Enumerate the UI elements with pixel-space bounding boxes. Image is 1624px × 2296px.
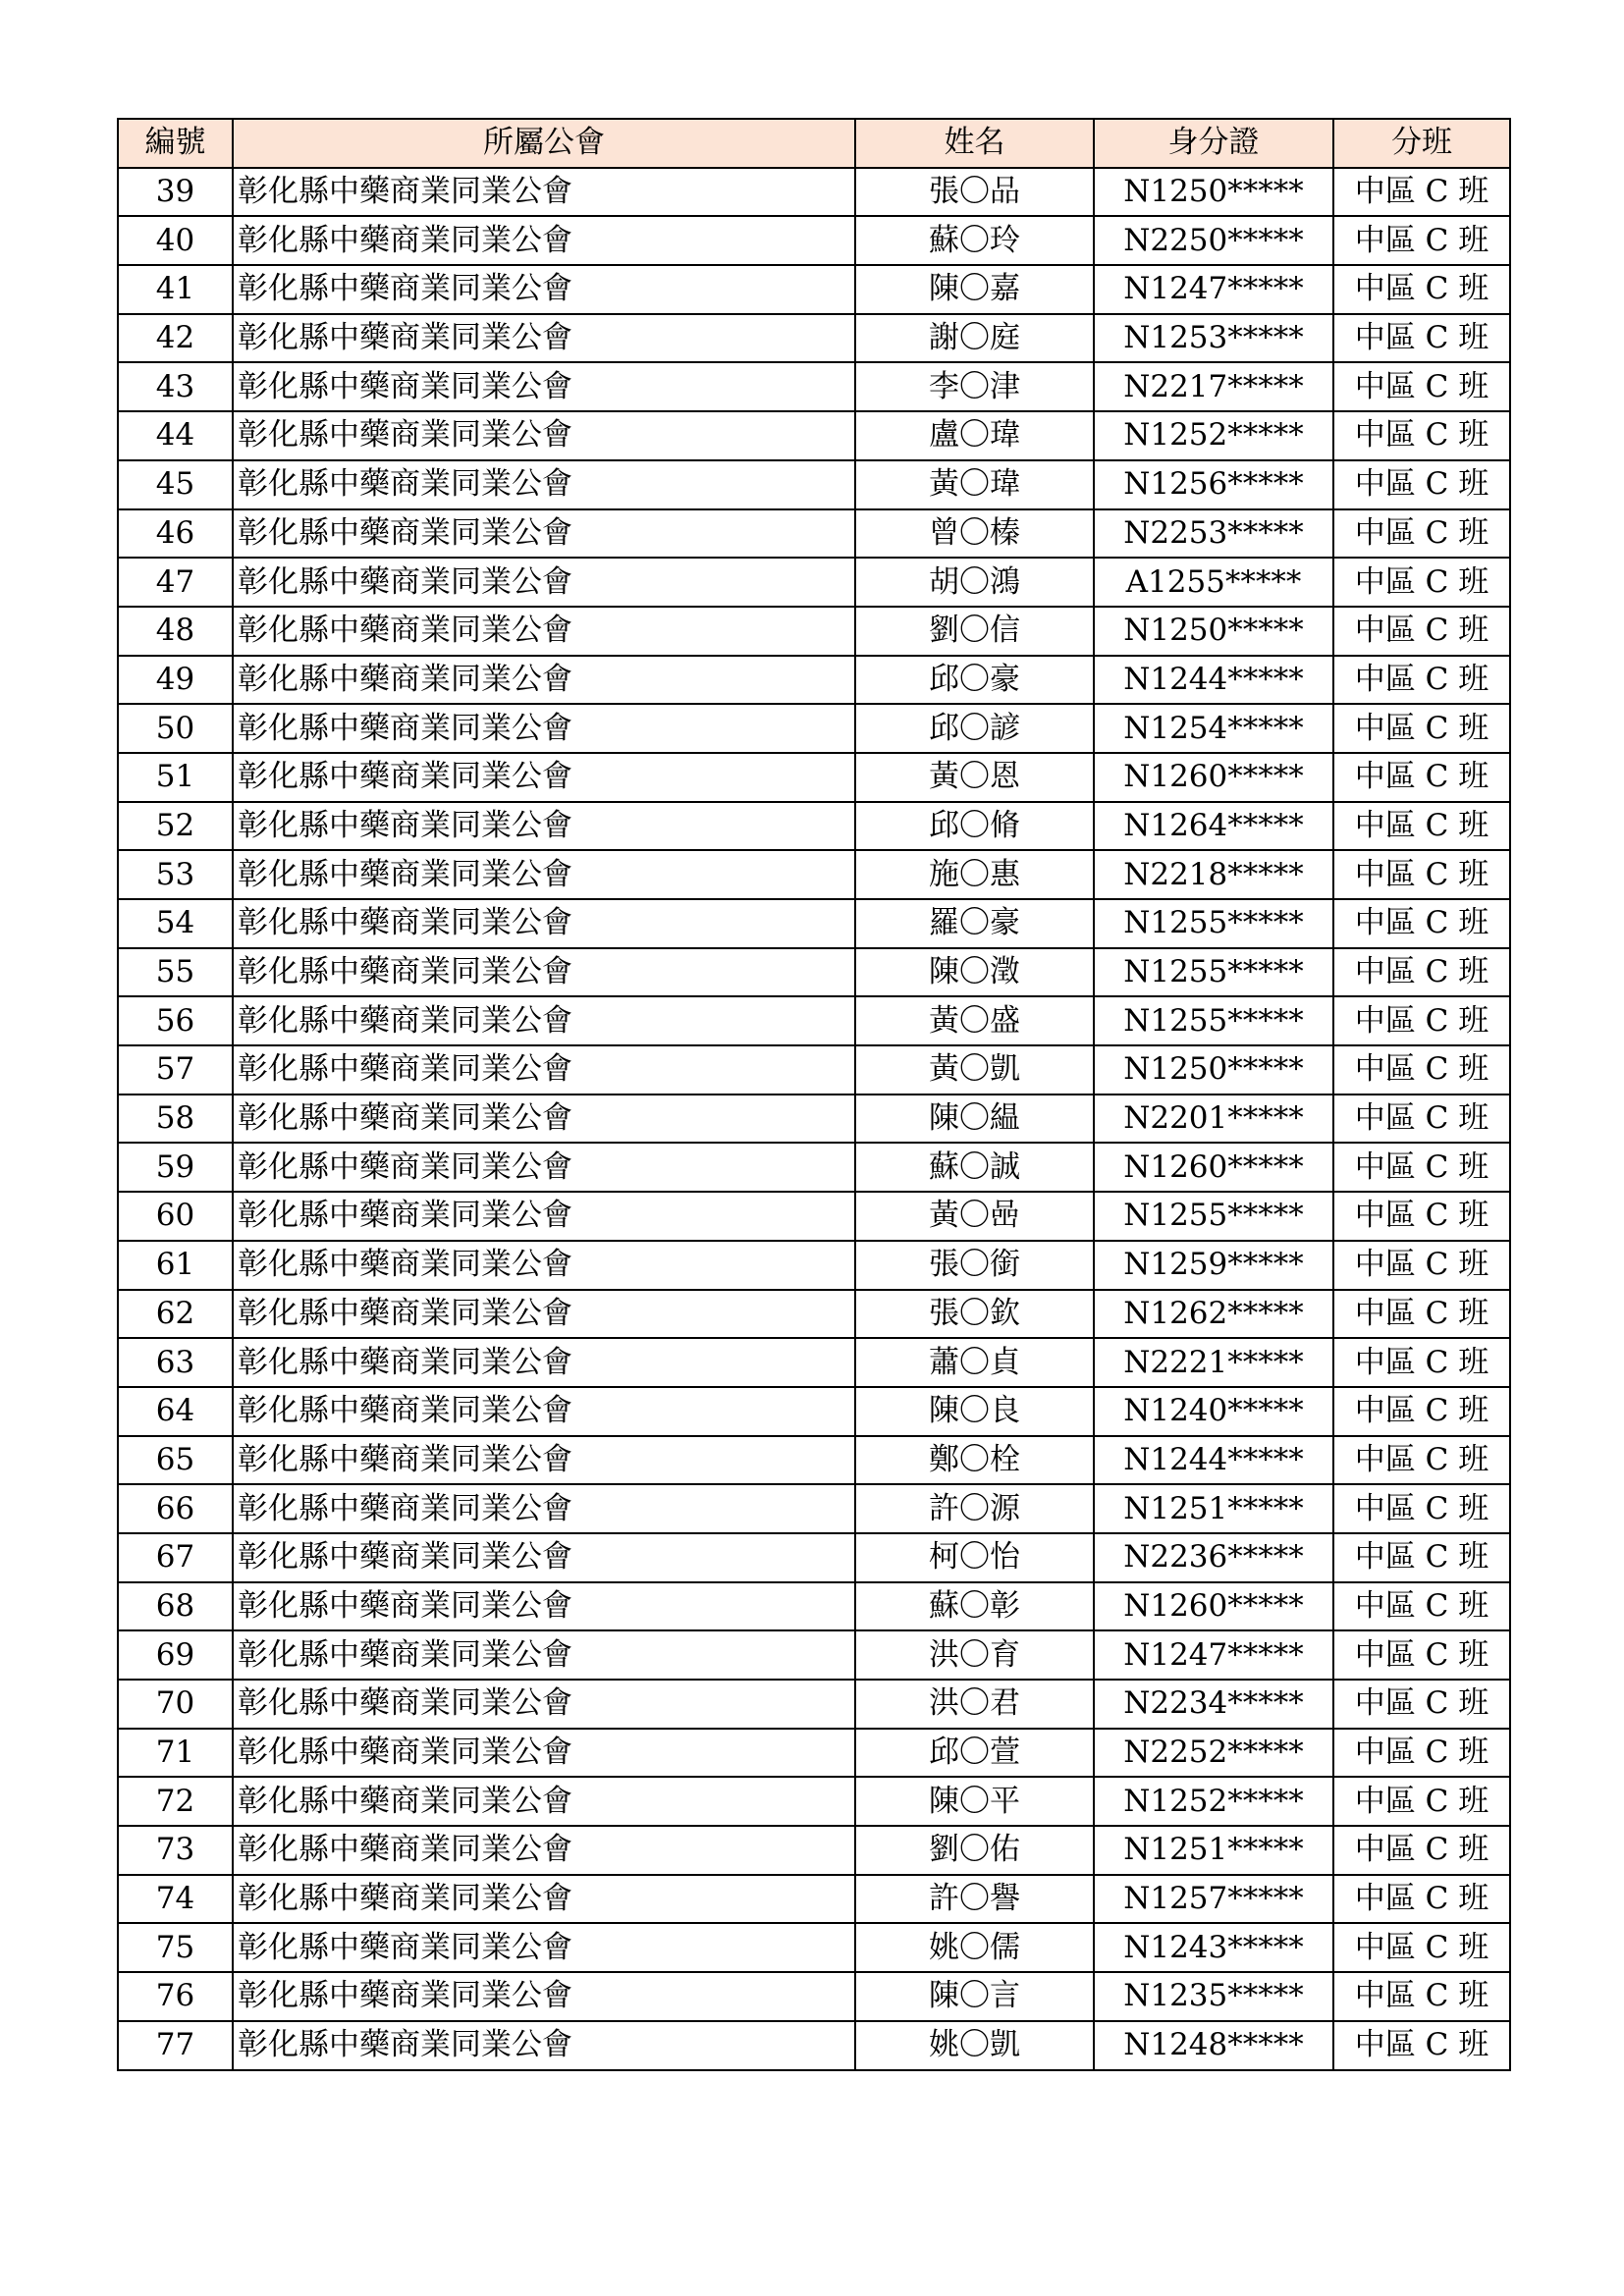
cell-name: 陳〇良: [855, 1387, 1094, 1436]
table-row: [118, 1045, 1510, 1095]
cell-id-number: N1255*****: [1094, 899, 1333, 948]
cell-class: 中區 C 班: [1333, 1192, 1510, 1241]
cell-number: 74: [118, 1875, 233, 1924]
cell-class: 中區 C 班: [1333, 558, 1510, 607]
table-row: [118, 509, 1510, 559]
cell-id-number: N1251*****: [1094, 1826, 1333, 1875]
table-body: [118, 168, 1510, 2070]
cell-name: 曾〇榛: [855, 509, 1094, 559]
table-row: [118, 656, 1510, 705]
cell-id-number: N1240*****: [1094, 1387, 1333, 1436]
table-row: [118, 1923, 1510, 1972]
cell-class: 中區 C 班: [1333, 1533, 1510, 1582]
cell-association: 彰化縣中藥商業同業公會: [233, 1582, 855, 1631]
table-row: [118, 1582, 1510, 1631]
cell-number: 54: [118, 899, 233, 948]
cell-class: 中區 C 班: [1333, 216, 1510, 265]
cell-number: 72: [118, 1777, 233, 1826]
cell-association: 彰化縣中藥商業同業公會: [233, 1143, 855, 1192]
cell-name: 黃〇凱: [855, 1045, 1094, 1095]
cell-association: 彰化縣中藥商業同業公會: [233, 1630, 855, 1680]
cell-number: 64: [118, 1387, 233, 1436]
cell-class: 中區 C 班: [1333, 1143, 1510, 1192]
cell-association: 彰化縣中藥商業同業公會: [233, 265, 855, 314]
cell-number: 39: [118, 168, 233, 217]
cell-name: 劉〇信: [855, 607, 1094, 656]
header-id-number: 身分證: [1094, 119, 1333, 168]
cell-class: 中區 C 班: [1333, 996, 1510, 1045]
table-row: [118, 1290, 1510, 1339]
table-row: [118, 1436, 1510, 1485]
cell-number: 40: [118, 216, 233, 265]
table-row: [118, 704, 1510, 753]
cell-class: 中區 C 班: [1333, 1290, 1510, 1339]
cell-id-number: N2217*****: [1094, 362, 1333, 411]
cell-id-number: N2221*****: [1094, 1338, 1333, 1387]
table-row: [118, 168, 1510, 217]
cell-id-number: N2250*****: [1094, 216, 1333, 265]
cell-association: 彰化縣中藥商業同業公會: [233, 753, 855, 802]
cell-name: 張〇欽: [855, 1290, 1094, 1339]
cell-id-number: N2236*****: [1094, 1533, 1333, 1582]
cell-class: 中區 C 班: [1333, 656, 1510, 705]
cell-number: 62: [118, 1290, 233, 1339]
cell-class: 中區 C 班: [1333, 1729, 1510, 1778]
cell-name: 洪〇君: [855, 1680, 1094, 1729]
cell-association: 彰化縣中藥商業同業公會: [233, 850, 855, 899]
cell-class: 中區 C 班: [1333, 753, 1510, 802]
cell-number: 69: [118, 1630, 233, 1680]
cell-class: 中區 C 班: [1333, 1095, 1510, 1144]
cell-class: 中區 C 班: [1333, 1484, 1510, 1533]
cell-name: 洪〇育: [855, 1630, 1094, 1680]
cell-id-number: N1250*****: [1094, 1045, 1333, 1095]
cell-class: 中區 C 班: [1333, 802, 1510, 851]
cell-name: 陳〇緼: [855, 1095, 1094, 1144]
table-row: [118, 1777, 1510, 1826]
cell-number: 77: [118, 2021, 233, 2070]
table-row: [118, 948, 1510, 997]
cell-id-number: N1256*****: [1094, 460, 1333, 509]
cell-number: 66: [118, 1484, 233, 1533]
cell-association: 彰化縣中藥商業同業公會: [233, 460, 855, 509]
cell-number: 44: [118, 411, 233, 460]
cell-association: 彰化縣中藥商業同業公會: [233, 656, 855, 705]
cell-id-number: N2252*****: [1094, 1729, 1333, 1778]
table-row: [118, 1241, 1510, 1290]
cell-id-number: N1235*****: [1094, 1972, 1333, 2021]
cell-association: 彰化縣中藥商業同業公會: [233, 1338, 855, 1387]
cell-id-number: N1244*****: [1094, 1436, 1333, 1485]
header-name: 姓名: [855, 119, 1094, 168]
cell-number: 43: [118, 362, 233, 411]
cell-association: 彰化縣中藥商業同業公會: [233, 1972, 855, 2021]
cell-class: 中區 C 班: [1333, 1045, 1510, 1095]
cell-class: 中區 C 班: [1333, 2021, 1510, 2070]
cell-association: 彰化縣中藥商業同業公會: [233, 1533, 855, 1582]
cell-class: 中區 C 班: [1333, 168, 1510, 217]
cell-class: 中區 C 班: [1333, 1582, 1510, 1631]
cell-class: 中區 C 班: [1333, 1923, 1510, 1972]
cell-name: 柯〇怡: [855, 1533, 1094, 1582]
cell-id-number: N1255*****: [1094, 948, 1333, 997]
cell-number: 61: [118, 1241, 233, 1290]
cell-class: 中區 C 班: [1333, 265, 1510, 314]
cell-number: 71: [118, 1729, 233, 1778]
cell-class: 中區 C 班: [1333, 362, 1510, 411]
cell-number: 45: [118, 460, 233, 509]
cell-id-number: N1250*****: [1094, 607, 1333, 656]
cell-association: 彰化縣中藥商業同業公會: [233, 168, 855, 217]
table-row: [118, 1875, 1510, 1924]
cell-association: 彰化縣中藥商業同業公會: [233, 996, 855, 1045]
cell-id-number: N2234*****: [1094, 1680, 1333, 1729]
header-number: 編號: [118, 119, 233, 168]
cell-association: 彰化縣中藥商業同業公會: [233, 1680, 855, 1729]
cell-association: 彰化縣中藥商業同業公會: [233, 1241, 855, 1290]
cell-class: 中區 C 班: [1333, 509, 1510, 559]
cell-association: 彰化縣中藥商業同業公會: [233, 1923, 855, 1972]
cell-id-number: N1260*****: [1094, 1143, 1333, 1192]
cell-class: 中區 C 班: [1333, 1826, 1510, 1875]
cell-number: 58: [118, 1095, 233, 1144]
header-association: 所屬公會: [233, 119, 855, 168]
cell-number: 63: [118, 1338, 233, 1387]
cell-association: 彰化縣中藥商業同業公會: [233, 1290, 855, 1339]
table-row: [118, 1826, 1510, 1875]
cell-name: 劉〇佑: [855, 1826, 1094, 1875]
cell-name: 胡〇鴻: [855, 558, 1094, 607]
table-row: [118, 1338, 1510, 1387]
table-row: [118, 802, 1510, 851]
cell-association: 彰化縣中藥商業同業公會: [233, 948, 855, 997]
cell-association: 彰化縣中藥商業同業公會: [233, 2021, 855, 2070]
roster-table: [117, 118, 1511, 2071]
cell-number: 70: [118, 1680, 233, 1729]
cell-id-number: N2218*****: [1094, 850, 1333, 899]
cell-name: 李〇津: [855, 362, 1094, 411]
cell-association: 彰化縣中藥商業同業公會: [233, 1095, 855, 1144]
table-row: [118, 216, 1510, 265]
cell-association: 彰化縣中藥商業同業公會: [233, 362, 855, 411]
table-row: [118, 753, 1510, 802]
cell-association: 彰化縣中藥商業同業公會: [233, 216, 855, 265]
cell-name: 黃〇恩: [855, 753, 1094, 802]
table-row: [118, 1680, 1510, 1729]
table-row: [118, 1533, 1510, 1582]
cell-class: 中區 C 班: [1333, 1338, 1510, 1387]
cell-number: 57: [118, 1045, 233, 1095]
cell-id-number: N1243*****: [1094, 1923, 1333, 1972]
table-row: [118, 996, 1510, 1045]
cell-id-number: N2253*****: [1094, 509, 1333, 559]
cell-id-number: N1254*****: [1094, 704, 1333, 753]
cell-name: 邱〇萱: [855, 1729, 1094, 1778]
cell-number: 67: [118, 1533, 233, 1582]
table-row: [118, 1972, 1510, 2021]
cell-class: 中區 C 班: [1333, 1436, 1510, 1485]
cell-class: 中區 C 班: [1333, 314, 1510, 363]
cell-association: 彰化縣中藥商業同業公會: [233, 509, 855, 559]
cell-class: 中區 C 班: [1333, 411, 1510, 460]
cell-id-number: N1262*****: [1094, 1290, 1333, 1339]
cell-name: 羅〇豪: [855, 899, 1094, 948]
cell-class: 中區 C 班: [1333, 1875, 1510, 1924]
cell-id-number: N1250*****: [1094, 168, 1333, 217]
cell-id-number: N1259*****: [1094, 1241, 1333, 1290]
cell-name: 姚〇儒: [855, 1923, 1094, 1972]
cell-id-number: N1260*****: [1094, 753, 1333, 802]
cell-name: 邱〇脩: [855, 802, 1094, 851]
cell-association: 彰化縣中藥商業同業公會: [233, 314, 855, 363]
table-row: [118, 314, 1510, 363]
cell-number: 50: [118, 704, 233, 753]
table-row: [118, 411, 1510, 460]
cell-name: 許〇譽: [855, 1875, 1094, 1924]
cell-name: 邱〇諺: [855, 704, 1094, 753]
header-row: [118, 119, 1510, 168]
cell-association: 彰化縣中藥商業同業公會: [233, 802, 855, 851]
cell-class: 中區 C 班: [1333, 1630, 1510, 1680]
cell-name: 陳〇嘉: [855, 265, 1094, 314]
cell-class: 中區 C 班: [1333, 460, 1510, 509]
cell-id-number: N1247*****: [1094, 1630, 1333, 1680]
cell-name: 黃〇喦: [855, 1192, 1094, 1241]
cell-name: 黃〇盛: [855, 996, 1094, 1045]
cell-class: 中區 C 班: [1333, 1241, 1510, 1290]
table-row: [118, 362, 1510, 411]
cell-association: 彰化縣中藥商業同業公會: [233, 899, 855, 948]
cell-name: 許〇源: [855, 1484, 1094, 1533]
cell-name: 姚〇凱: [855, 2021, 1094, 2070]
cell-name: 蘇〇玲: [855, 216, 1094, 265]
cell-class: 中區 C 班: [1333, 948, 1510, 997]
cell-name: 蕭〇貞: [855, 1338, 1094, 1387]
cell-id-number: N1255*****: [1094, 996, 1333, 1045]
cell-number: 76: [118, 1972, 233, 2021]
cell-number: 59: [118, 1143, 233, 1192]
cell-association: 彰化縣中藥商業同業公會: [233, 411, 855, 460]
cell-id-number: N1251*****: [1094, 1484, 1333, 1533]
cell-class: 中區 C 班: [1333, 1680, 1510, 1729]
cell-number: 53: [118, 850, 233, 899]
cell-name: 張〇品: [855, 168, 1094, 217]
cell-association: 彰化縣中藥商業同業公會: [233, 1045, 855, 1095]
cell-number: 49: [118, 656, 233, 705]
table-row: [118, 460, 1510, 509]
cell-name: 張〇銜: [855, 1241, 1094, 1290]
cell-association: 彰化縣中藥商業同業公會: [233, 1729, 855, 1778]
cell-number: 56: [118, 996, 233, 1045]
cell-number: 60: [118, 1192, 233, 1241]
cell-id-number: N1264*****: [1094, 802, 1333, 851]
cell-name: 施〇惠: [855, 850, 1094, 899]
cell-association: 彰化縣中藥商業同業公會: [233, 704, 855, 753]
cell-id-number: N1253*****: [1094, 314, 1333, 363]
cell-class: 中區 C 班: [1333, 1972, 1510, 2021]
table-row: [118, 1387, 1510, 1436]
cell-association: 彰化縣中藥商業同業公會: [233, 1484, 855, 1533]
cell-number: 75: [118, 1923, 233, 1972]
cell-number: 73: [118, 1826, 233, 1875]
cell-number: 51: [118, 753, 233, 802]
cell-id-number: N1252*****: [1094, 411, 1333, 460]
table-row: [118, 850, 1510, 899]
cell-name: 蘇〇彰: [855, 1582, 1094, 1631]
cell-id-number: N1248*****: [1094, 2021, 1333, 2070]
cell-association: 彰化縣中藥商業同業公會: [233, 1387, 855, 1436]
cell-association: 彰化縣中藥商業同業公會: [233, 1777, 855, 1826]
cell-number: 46: [118, 509, 233, 559]
cell-number: 42: [118, 314, 233, 363]
cell-class: 中區 C 班: [1333, 1387, 1510, 1436]
table-row: [118, 1729, 1510, 1778]
cell-association: 彰化縣中藥商業同業公會: [233, 607, 855, 656]
table-row: [118, 1484, 1510, 1533]
cell-id-number: N2201*****: [1094, 1095, 1333, 1144]
table-row: [118, 265, 1510, 314]
table-row: [118, 558, 1510, 607]
cell-id-number: N1260*****: [1094, 1582, 1333, 1631]
cell-class: 中區 C 班: [1333, 899, 1510, 948]
cell-name: 黃〇瑋: [855, 460, 1094, 509]
cell-name: 盧〇瑋: [855, 411, 1094, 460]
table-row: [118, 2021, 1510, 2070]
cell-name: 鄭〇栓: [855, 1436, 1094, 1485]
cell-id-number: N1252*****: [1094, 1777, 1333, 1826]
header-class: 分班: [1333, 119, 1510, 168]
cell-id-number: N1255*****: [1094, 1192, 1333, 1241]
cell-association: 彰化縣中藥商業同業公會: [233, 558, 855, 607]
table-row: [118, 1095, 1510, 1144]
cell-number: 68: [118, 1582, 233, 1631]
cell-association: 彰化縣中藥商業同業公會: [233, 1436, 855, 1485]
cell-association: 彰化縣中藥商業同業公會: [233, 1875, 855, 1924]
table-row: [118, 607, 1510, 656]
cell-id-number: N1247*****: [1094, 265, 1333, 314]
cell-name: 陳〇言: [855, 1972, 1094, 2021]
cell-id-number: N1244*****: [1094, 656, 1333, 705]
table-row: [118, 1630, 1510, 1680]
cell-name: 謝〇庭: [855, 314, 1094, 363]
cell-number: 55: [118, 948, 233, 997]
cell-number: 65: [118, 1436, 233, 1485]
cell-class: 中區 C 班: [1333, 607, 1510, 656]
table-row: [118, 1143, 1510, 1192]
cell-name: 邱〇豪: [855, 656, 1094, 705]
cell-name: 陳〇平: [855, 1777, 1094, 1826]
table-row: [118, 899, 1510, 948]
cell-id-number: A1255*****: [1094, 558, 1333, 607]
cell-number: 41: [118, 265, 233, 314]
table-row: [118, 1192, 1510, 1241]
cell-name: 陳〇澂: [855, 948, 1094, 997]
cell-association: 彰化縣中藥商業同業公會: [233, 1192, 855, 1241]
cell-number: 52: [118, 802, 233, 851]
cell-association: 彰化縣中藥商業同業公會: [233, 1826, 855, 1875]
cell-id-number: N1257*****: [1094, 1875, 1333, 1924]
cell-number: 48: [118, 607, 233, 656]
cell-number: 47: [118, 558, 233, 607]
cell-class: 中區 C 班: [1333, 704, 1510, 753]
cell-class: 中區 C 班: [1333, 850, 1510, 899]
cell-class: 中區 C 班: [1333, 1777, 1510, 1826]
cell-name: 蘇〇誠: [855, 1143, 1094, 1192]
